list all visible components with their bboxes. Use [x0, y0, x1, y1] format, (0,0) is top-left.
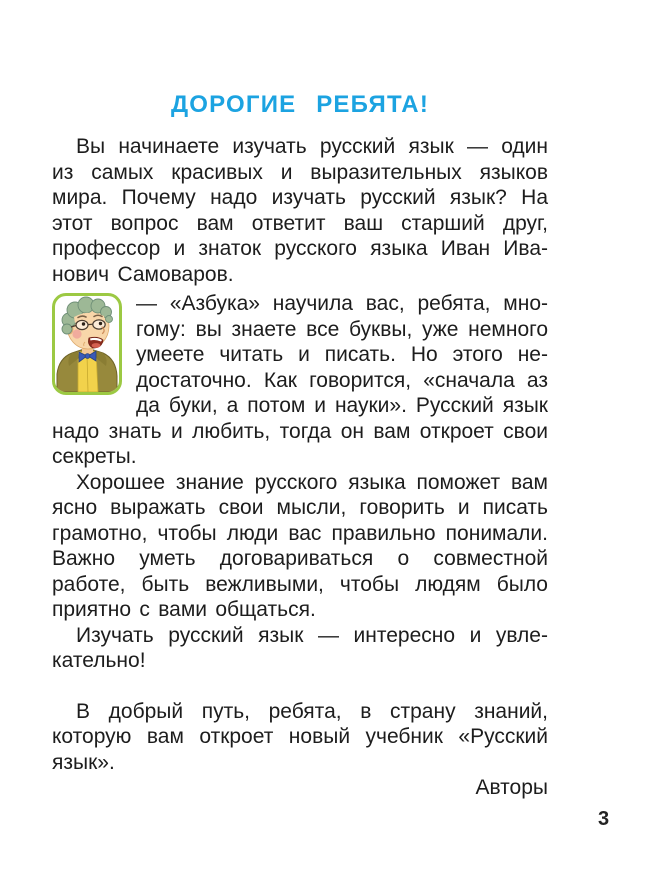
paragraph-professor-block: [52, 291, 548, 470]
professor-figure: [52, 293, 122, 395]
professor-illustration: [55, 296, 119, 392]
authors-signature: Авторы: [475, 776, 548, 799]
paragraph-good-knowledge: Хорошее знание русского языка поможет вам ясно выражать свои мысли, говорить и писать грамотно, чтобы люди вас правильно понимали. Важно уметь договариваться о совместной работе, быть вежливыми, чтобы людям было приятно с вами общаться.: [52, 470, 548, 621]
paragraph-intro: Вы начинаете изучать русский язык — один из самых красивых и выразительных языков мира. Почему надо изучать русский язык? На этот вопрос вам ответит ваш старший друг, профессор и знаток русского языка Иван Иванович Самоваров.: [52, 135, 548, 286]
page-title: ДОРОГИЕ РЕБЯТА!: [170, 91, 430, 118]
paragraph-farewell: В добрый путь, ребята, в страну знаний, которую вам откроет новый учебник «Русский язык».: [52, 699, 548, 774]
page-number: 3: [598, 808, 610, 830]
page-content: [52, 90, 548, 801]
paragraph-interesting: Изучать русский язык — интересно и увлекательно!: [52, 623, 548, 672]
paragraph-professor-speech: — «Азбука» научила вас, ребята, многому: вы знаете все буквы, уже немного умеете читать и писать. Но этого недостаточно. Как говорится, «сначала аз да буки, а потом и науки». Русский язык надо знать и любить, тогда он вам откроет свои секреты.: [52, 292, 548, 468]
